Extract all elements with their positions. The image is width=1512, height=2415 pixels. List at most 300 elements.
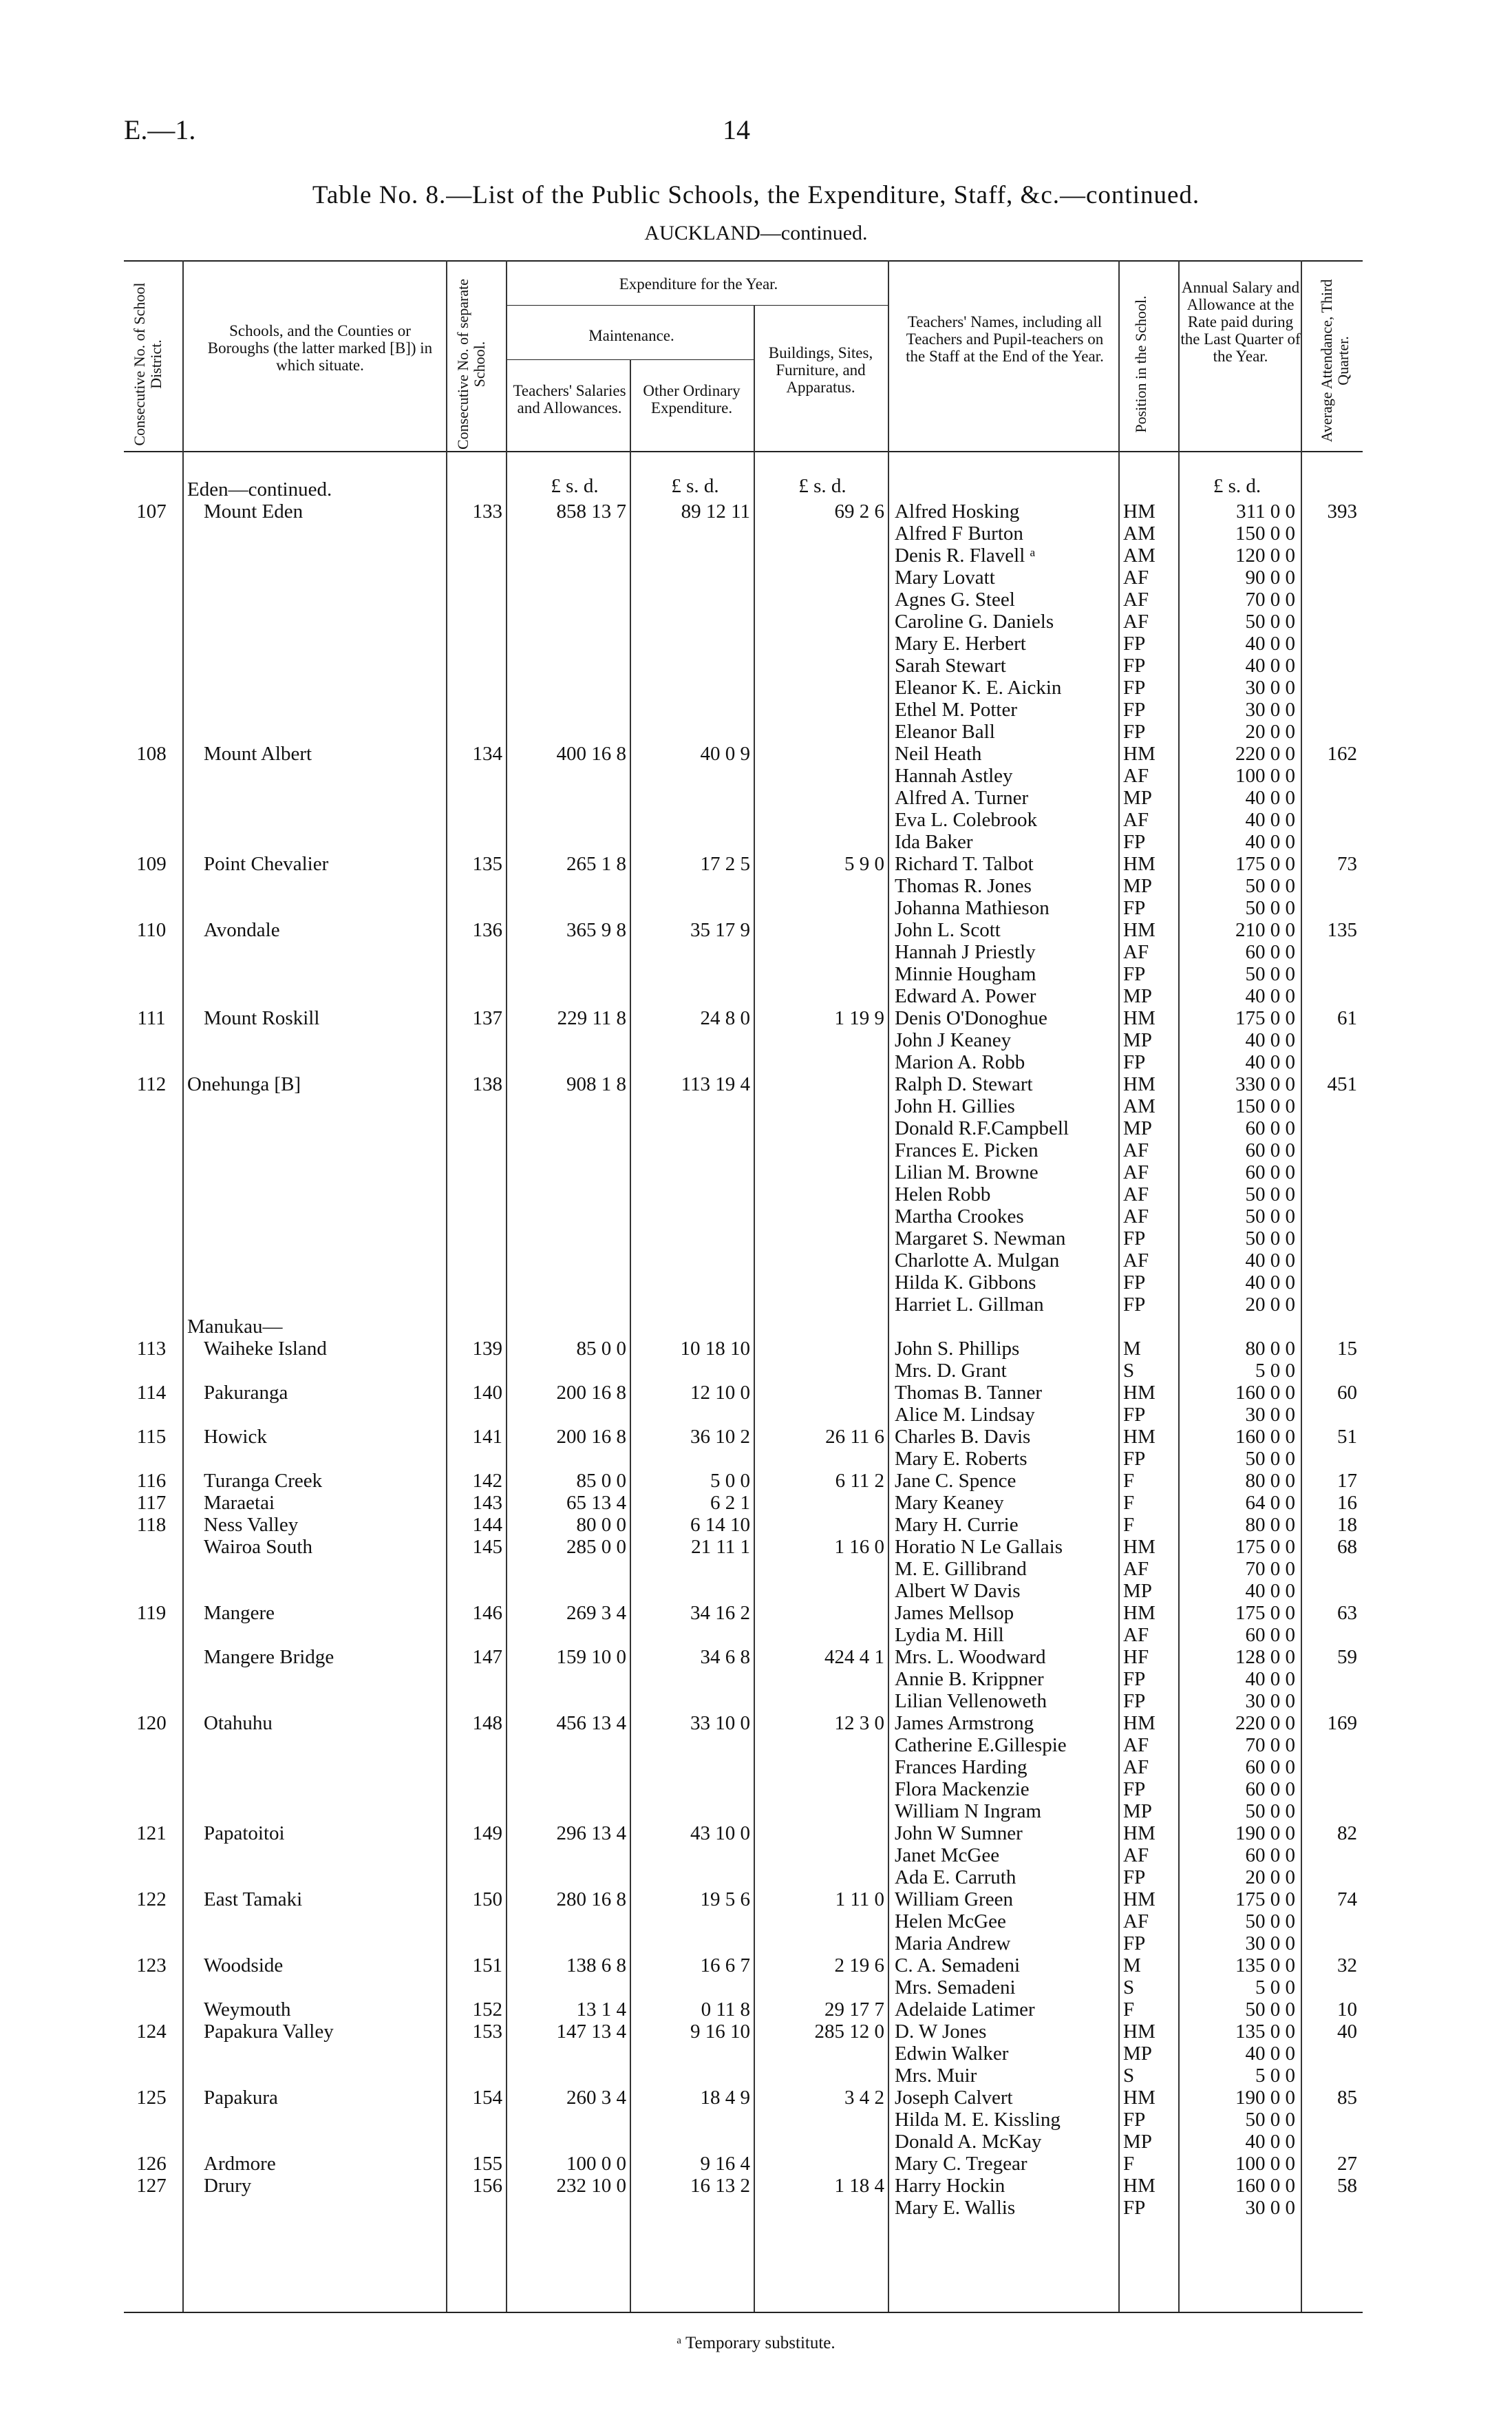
teacher-position: AF xyxy=(1123,1734,1149,1756)
buildings-value: 3 4 2 xyxy=(844,2087,884,2109)
teacher-name: Hannah J Priestly xyxy=(895,941,1036,963)
district-number: 127 xyxy=(136,2175,167,2197)
teacher-name: Neil Heath xyxy=(895,743,982,765)
other-expenditure-value: 113 19 4 xyxy=(681,1073,750,1095)
school-name: Mangere Bridge xyxy=(204,1646,334,1668)
teacher-name: Edwin Walker xyxy=(895,2043,1009,2065)
teacher-salary: 50 0 0 xyxy=(1245,875,1295,897)
col-head-expenditure: Expenditure for the Year. xyxy=(619,275,778,293)
col-rule xyxy=(182,260,184,2312)
teacher-position: AF xyxy=(1123,1844,1149,1866)
school-number: 150 xyxy=(472,1888,502,1910)
teacher-position: HM xyxy=(1123,853,1156,875)
salaries-value: 200 16 8 xyxy=(556,1382,626,1404)
teacher-position: AF xyxy=(1123,1624,1149,1646)
teacher-position: FP xyxy=(1123,897,1146,919)
school-name: Turanga Creek xyxy=(204,1470,323,1492)
school-number: 137 xyxy=(472,1007,502,1029)
teacher-position: AF xyxy=(1123,1139,1149,1161)
other-expenditure-value: 9 16 10 xyxy=(690,2021,750,2043)
teacher-position: S xyxy=(1123,2065,1135,2087)
salaries-value: 400 16 8 xyxy=(556,743,626,765)
teacher-name: Mrs. D. Grant xyxy=(895,1360,1007,1382)
school-name: Mangere xyxy=(204,1602,275,1624)
teacher-position: FP xyxy=(1123,963,1146,985)
district-number: 110 xyxy=(136,919,167,941)
buildings-value: 2 19 6 xyxy=(834,1954,884,1976)
teacher-salary: 40 0 0 xyxy=(1245,1051,1295,1073)
teacher-salary: 70 0 0 xyxy=(1245,1558,1295,1580)
teacher-name: Janet McGee xyxy=(895,1844,1000,1866)
district-number: 108 xyxy=(136,743,167,765)
teacher-name: Lilian M. Browne xyxy=(895,1161,1039,1183)
school-name: East Tamaki xyxy=(204,1888,303,1910)
teacher-position: HM xyxy=(1123,2021,1156,2043)
teacher-name: Annie B. Krippner xyxy=(895,1668,1044,1690)
teacher-position: AM xyxy=(1123,523,1156,545)
district-number: 119 xyxy=(136,1602,167,1624)
teacher-position: HM xyxy=(1123,743,1156,765)
teacher-position: MP xyxy=(1123,985,1152,1007)
attendance-value: 451 xyxy=(1327,1073,1357,1095)
attendance-value: 51 xyxy=(1337,1426,1357,1448)
district-number: 112 xyxy=(136,1073,167,1095)
teacher-name: Harriet L. Gillman xyxy=(895,1294,1044,1316)
teacher-salary: 30 0 0 xyxy=(1245,699,1295,721)
col-rule xyxy=(1118,260,1120,2312)
teacher-salary: 30 0 0 xyxy=(1245,677,1295,699)
teacher-position: HM xyxy=(1123,1382,1156,1404)
attendance-value: 59 xyxy=(1337,1646,1357,1668)
teacher-position: AF xyxy=(1123,1756,1149,1778)
teacher-salary: 175 0 0 xyxy=(1235,853,1295,875)
teacher-name: Mary E. Herbert xyxy=(895,633,1026,655)
teacher-salary: 40 0 0 xyxy=(1245,1580,1295,1602)
attendance-value: 60 xyxy=(1337,1382,1357,1404)
buildings-value: 26 11 6 xyxy=(825,1426,884,1448)
other-expenditure-value: 16 13 2 xyxy=(690,2175,750,2197)
teacher-salary: 210 0 0 xyxy=(1235,919,1295,941)
teacher-name: Joseph Calvert xyxy=(895,2087,1013,2109)
district-number: 124 xyxy=(136,2021,167,2043)
teacher-position: HM xyxy=(1123,1536,1156,1558)
teacher-salary: 50 0 0 xyxy=(1245,1227,1295,1249)
attendance-value: 162 xyxy=(1327,743,1357,765)
salaries-value: 260 3 4 xyxy=(566,2087,626,2109)
teacher-name: Johanna Mathieson xyxy=(895,897,1050,919)
teacher-name: Mary Keaney xyxy=(895,1492,1004,1514)
teacher-salary: 40 0 0 xyxy=(1245,2043,1295,2065)
teacher-position: HM xyxy=(1123,1426,1156,1448)
district-number: 125 xyxy=(136,2087,167,2109)
buildings-value: 1 16 0 xyxy=(834,1536,884,1558)
teacher-name: Mrs. Semadeni xyxy=(895,1976,1016,1999)
teacher-name: Lilian Vellenoweth xyxy=(895,1690,1047,1712)
attendance-value: 10 xyxy=(1337,1999,1357,2021)
teacher-salary: 50 0 0 xyxy=(1245,1183,1295,1205)
district-number: 118 xyxy=(136,1514,167,1536)
teacher-salary: 40 0 0 xyxy=(1245,787,1295,809)
teacher-salary: 60 0 0 xyxy=(1245,1117,1295,1139)
teacher-name: Maria Andrew xyxy=(895,1932,1011,1954)
teacher-name: Marion A. Robb xyxy=(895,1051,1025,1073)
other-expenditure-value: 40 0 9 xyxy=(700,743,750,765)
col-head-salary: Annual Salary and Allowance at the Rate paid during the Last Quarter of the Year. xyxy=(1180,279,1301,365)
school-number: 153 xyxy=(472,2021,502,2043)
teacher-name: Sarah Stewart xyxy=(895,655,1006,677)
teacher-position: F xyxy=(1123,1470,1135,1492)
teacher-position: FP xyxy=(1123,1448,1146,1470)
teacher-salary: 80 0 0 xyxy=(1245,1470,1295,1492)
teacher-salary: 60 0 0 xyxy=(1245,1624,1295,1646)
teacher-salary: 220 0 0 xyxy=(1235,743,1295,765)
district-number: 117 xyxy=(136,1492,167,1514)
teacher-salary: 40 0 0 xyxy=(1245,985,1295,1007)
teacher-position: MP xyxy=(1123,1029,1152,1051)
teacher-name: Donald A. McKay xyxy=(895,2131,1042,2153)
teacher-salary: 30 0 0 xyxy=(1245,1932,1295,1954)
teacher-position: FP xyxy=(1123,1227,1146,1249)
attendance-value: 40 xyxy=(1337,2021,1357,2043)
teacher-salary: 40 0 0 xyxy=(1245,655,1295,677)
teacher-salary: 135 0 0 xyxy=(1235,2021,1295,2043)
other-expenditure-value: 9 16 4 xyxy=(700,2153,750,2175)
teacher-name: Martha Crookes xyxy=(895,1205,1024,1227)
col-rule xyxy=(888,260,889,2312)
school-number: 144 xyxy=(472,1514,502,1536)
school-name: Avondale xyxy=(204,919,280,941)
other-expenditure-value: 89 12 11 xyxy=(681,500,750,523)
salaries-value: 285 0 0 xyxy=(566,1536,626,1558)
other-expenditure-value: 34 6 8 xyxy=(700,1646,750,1668)
teacher-name: Hilda M. E. Kissling xyxy=(895,2109,1061,2131)
teacher-salary: 50 0 0 xyxy=(1245,1910,1295,1932)
teacher-name: Ethel M. Potter xyxy=(895,699,1018,721)
teacher-position: FP xyxy=(1123,1051,1146,1073)
district-number: 122 xyxy=(136,1888,167,1910)
teacher-name: Eva L. Colebrook xyxy=(895,809,1037,831)
buildings-value: 285 12 0 xyxy=(814,2021,884,2043)
teacher-position: AF xyxy=(1123,809,1149,831)
school-name: Mount Albert xyxy=(204,743,312,765)
teacher-name: James Armstrong xyxy=(895,1712,1034,1734)
school-name: Waiheke Island xyxy=(204,1338,327,1360)
teacher-position: AF xyxy=(1123,589,1149,611)
teacher-name: Adelaide Latimer xyxy=(895,1999,1035,2021)
school-number: 140 xyxy=(472,1382,502,1404)
teacher-salary: 40 0 0 xyxy=(1245,1668,1295,1690)
salaries-value: 229 11 8 xyxy=(557,1007,626,1029)
buildings-value: 1 19 9 xyxy=(834,1007,884,1029)
teacher-position: MP xyxy=(1123,1117,1152,1139)
school-number: 147 xyxy=(472,1646,502,1668)
school-number: 148 xyxy=(472,1712,502,1734)
teacher-position: FP xyxy=(1123,2197,1146,2219)
teacher-name: James Mellsop xyxy=(895,1602,1014,1624)
other-expenditure-value: 6 2 1 xyxy=(710,1492,750,1514)
teacher-position: FP xyxy=(1123,2109,1146,2131)
teacher-name: John W Sumner xyxy=(895,1822,1023,1844)
teacher-position: HM xyxy=(1123,1822,1156,1844)
school-name: Weymouth xyxy=(204,1999,291,2021)
teacher-position: M xyxy=(1123,1954,1141,1976)
col-head-school: Schools, and the Counties or Boroughs (the latter marked [B]) in which situate. xyxy=(207,322,433,374)
teacher-position: HM xyxy=(1123,1712,1156,1734)
table-subtitle: AUCKLAND—continued. xyxy=(644,222,868,244)
teacher-salary: 70 0 0 xyxy=(1245,589,1295,611)
teacher-salary: 311 0 0 xyxy=(1236,500,1295,523)
teacher-salary: 5 0 0 xyxy=(1255,1976,1295,1999)
buildings-value: 12 3 0 xyxy=(834,1712,884,1734)
teacher-position: FP xyxy=(1123,1690,1146,1712)
teacher-position: HF xyxy=(1123,1646,1149,1668)
salaries-value: 280 16 8 xyxy=(556,1888,626,1910)
teacher-salary: 160 0 0 xyxy=(1235,2175,1295,2197)
attendance-value: 32 xyxy=(1337,1954,1357,1976)
teacher-position: M xyxy=(1123,1338,1141,1360)
teacher-name: Margaret S. Newman xyxy=(895,1227,1066,1249)
teacher-position: HM xyxy=(1123,1073,1156,1095)
teacher-name: Thomas B. Tanner xyxy=(895,1382,1043,1404)
teacher-name: Hilda K. Gibbons xyxy=(895,1272,1036,1294)
teacher-salary: 330 0 0 xyxy=(1235,1073,1295,1095)
teacher-name: Thomas R. Jones xyxy=(895,875,1032,897)
teacher-salary: 175 0 0 xyxy=(1235,1536,1295,1558)
district-number: 126 xyxy=(136,2153,167,2175)
teacher-salary: 30 0 0 xyxy=(1245,2197,1295,2219)
district-number: 107 xyxy=(136,500,167,523)
school-number: 138 xyxy=(472,1073,502,1095)
teacher-name: Edward A. Power xyxy=(895,985,1036,1007)
teacher-name: Helen Robb xyxy=(895,1183,991,1205)
school-name: Papatoitoi xyxy=(204,1822,285,1844)
teacher-salary: 50 0 0 xyxy=(1245,1448,1295,1470)
teacher-name: Alice M. Lindsay xyxy=(895,1404,1035,1426)
teacher-name: M. E. Gillibrand xyxy=(895,1558,1027,1580)
school-name: Ardmore xyxy=(204,2153,276,2175)
teacher-name: William Green xyxy=(895,1888,1013,1910)
teacher-name: Catherine E.Gillespie xyxy=(895,1734,1067,1756)
attendance-value: 27 xyxy=(1337,2153,1357,2175)
teacher-salary: 190 0 0 xyxy=(1235,1822,1295,1844)
salaries-value: 269 3 4 xyxy=(566,1602,626,1624)
teacher-position: S xyxy=(1123,1976,1135,1999)
teacher-name: Frances Harding xyxy=(895,1756,1027,1778)
teacher-name: D. W Jones xyxy=(895,2021,987,2043)
salaries-value: 85 0 0 xyxy=(576,1470,626,1492)
teacher-name: Hannah Astley xyxy=(895,765,1013,787)
school-number: 143 xyxy=(472,1492,502,1514)
page-number: 14 xyxy=(723,114,750,145)
attendance-value: 393 xyxy=(1327,500,1357,523)
teacher-name: Alfred F Burton xyxy=(895,523,1023,545)
teacher-salary: 5 0 0 xyxy=(1255,2065,1295,2087)
school-name: Mount Eden xyxy=(204,500,304,523)
teacher-position: AF xyxy=(1123,1183,1149,1205)
teacher-position: AF xyxy=(1123,611,1149,633)
school-number: 146 xyxy=(472,1602,502,1624)
teacher-salary: 175 0 0 xyxy=(1235,1888,1295,1910)
teacher-name: Alfred A. Turner xyxy=(895,787,1029,809)
teacher-position: S xyxy=(1123,1360,1135,1382)
teacher-salary: 50 0 0 xyxy=(1245,963,1295,985)
teacher-name: Agnes G. Steel xyxy=(895,589,1015,611)
unit-other: £ s. d. xyxy=(671,475,719,497)
teacher-position: AM xyxy=(1123,1095,1156,1117)
teacher-name: Horatio N Le Gallais xyxy=(895,1536,1063,1558)
attendance-value: 61 xyxy=(1337,1007,1357,1029)
teacher-name: Minnie Hougham xyxy=(895,963,1036,985)
teacher-salary: 60 0 0 xyxy=(1245,1161,1295,1183)
col-head-teachers: Teachers' Names, including all Teachers and Pupil-teachers on the Staff at the End of the Year. xyxy=(906,313,1104,365)
teacher-name: Richard T. Talbot xyxy=(895,853,1034,875)
attendance-value: 58 xyxy=(1337,2175,1357,2197)
school-number: 149 xyxy=(472,1822,502,1844)
teacher-salary: 60 0 0 xyxy=(1245,1844,1295,1866)
school-name: Papakura xyxy=(204,2087,278,2109)
attendance-value: 135 xyxy=(1327,919,1357,941)
salaries-value: 65 13 4 xyxy=(566,1492,626,1514)
teacher-salary: 100 0 0 xyxy=(1235,765,1295,787)
unit-salaries: £ s. d. xyxy=(551,475,599,497)
col-head-other: Other Ordinary Expenditure. xyxy=(643,382,741,416)
teacher-salary: 40 0 0 xyxy=(1245,1029,1295,1051)
teacher-salary: 50 0 0 xyxy=(1245,1800,1295,1822)
teacher-name: Frances E. Picken xyxy=(895,1139,1039,1161)
school-name: Onehunga [B] xyxy=(187,1073,301,1095)
teacher-salary: 20 0 0 xyxy=(1245,1866,1295,1888)
teacher-salary: 50 0 0 xyxy=(1245,2109,1295,2131)
school-name: Mount Roskill xyxy=(204,1007,320,1029)
buildings-value: 1 11 0 xyxy=(835,1888,884,1910)
teacher-position: AF xyxy=(1123,1910,1149,1932)
attendance-value: 74 xyxy=(1337,1888,1357,1910)
teacher-name: Albert W Davis xyxy=(895,1580,1021,1602)
teacher-name: John J Keaney xyxy=(895,1029,1012,1051)
teacher-position: MP xyxy=(1123,1580,1152,1602)
district-number: 113 xyxy=(136,1338,167,1360)
teacher-position: FP xyxy=(1123,677,1146,699)
school-number: 151 xyxy=(472,1954,502,1976)
table-bottom-rule xyxy=(124,2312,1363,2313)
teacher-name: Mary H. Currie xyxy=(895,1514,1019,1536)
teacher-salary: 220 0 0 xyxy=(1235,1712,1295,1734)
district-number: 115 xyxy=(136,1426,167,1448)
buildings-value: 29 17 7 xyxy=(824,1999,884,2021)
school-name: Pakuranga xyxy=(204,1382,288,1404)
teacher-name: John L. Scott xyxy=(895,919,1001,941)
teacher-salary: 60 0 0 xyxy=(1245,1778,1295,1800)
other-expenditure-value: 21 11 1 xyxy=(691,1536,750,1558)
district-number: 120 xyxy=(136,1712,167,1734)
school-number: 145 xyxy=(472,1536,502,1558)
teacher-position: AF xyxy=(1123,1558,1149,1580)
attendance-value: 169 xyxy=(1327,1712,1357,1734)
other-expenditure-value: 24 8 0 xyxy=(700,1007,750,1029)
teacher-salary: 5 0 0 xyxy=(1255,1360,1295,1382)
teacher-name: Alfred Hosking xyxy=(895,500,1020,523)
salaries-value: 265 1 8 xyxy=(566,853,626,875)
salaries-value: 365 9 8 xyxy=(566,919,626,941)
school-number: 152 xyxy=(472,1999,502,2021)
teacher-salary: 40 0 0 xyxy=(1245,1272,1295,1294)
teacher-position: FP xyxy=(1123,1272,1146,1294)
school-name: Howick xyxy=(204,1426,267,1448)
teacher-salary: 60 0 0 xyxy=(1245,1756,1295,1778)
col-head-district: Consecutive No. of School District. xyxy=(131,282,164,446)
col-head-attendance: Average Attendance, Third Quarter. xyxy=(1318,279,1352,443)
school-name: Papakura Valley xyxy=(204,2021,334,2043)
school-number: 154 xyxy=(472,2087,502,2109)
other-expenditure-value: 43 10 0 xyxy=(690,1822,750,1844)
teacher-position: HM xyxy=(1123,2175,1156,2197)
teacher-name: Charlotte A. Mulgan xyxy=(895,1249,1060,1272)
teacher-salary: 60 0 0 xyxy=(1245,1139,1295,1161)
header-bottom-rule xyxy=(124,451,1363,452)
school-name: Drury xyxy=(204,2175,252,2197)
school-name: Point Chevalier xyxy=(204,853,329,875)
unit-annual: £ s. d. xyxy=(1213,475,1261,497)
salaries-value: 296 13 4 xyxy=(556,1822,626,1844)
teacher-name: Mary C. Tregear xyxy=(895,2153,1027,2175)
teacher-position: HM xyxy=(1123,1007,1156,1029)
buildings-value: 424 4 1 xyxy=(824,1646,884,1668)
teacher-name: Denis O'Donoghue xyxy=(895,1007,1047,1029)
teacher-position: AF xyxy=(1123,567,1149,589)
school-number: 133 xyxy=(472,500,502,523)
teacher-position: F xyxy=(1123,1492,1135,1514)
teacher-position: FP xyxy=(1123,655,1146,677)
teacher-name: Ralph D. Stewart xyxy=(895,1073,1033,1095)
teacher-position: FP xyxy=(1123,1778,1146,1800)
other-expenditure-value: 6 14 10 xyxy=(690,1514,750,1536)
teacher-salary: 128 0 0 xyxy=(1235,1646,1295,1668)
school-number: 142 xyxy=(472,1470,502,1492)
school-number: 139 xyxy=(472,1338,502,1360)
other-expenditure-value: 36 10 2 xyxy=(690,1426,750,1448)
district-number: 114 xyxy=(136,1382,167,1404)
teacher-salary: 20 0 0 xyxy=(1245,721,1295,743)
teacher-position: AM xyxy=(1123,545,1156,567)
teacher-name: Mrs. Muir xyxy=(895,2065,977,2087)
other-expenditure-value: 33 10 0 xyxy=(690,1712,750,1734)
district-number: 116 xyxy=(136,1470,167,1492)
teacher-name: Mrs. L. Woodward xyxy=(895,1646,1046,1668)
school-number: 156 xyxy=(472,2175,502,2197)
col-head-position: Position in the School. xyxy=(1132,295,1149,433)
col-head-maintenance: Maintenance. xyxy=(588,327,674,344)
teacher-position: FP xyxy=(1123,633,1146,655)
teacher-name: Mary E. Roberts xyxy=(895,1448,1027,1470)
salaries-value: 200 16 8 xyxy=(556,1426,626,1448)
teacher-position: MP xyxy=(1123,2043,1152,2065)
teacher-position: FP xyxy=(1123,1294,1146,1316)
teacher-name: Eleanor Ball xyxy=(895,721,995,743)
salaries-value: 147 13 4 xyxy=(556,2021,626,2043)
school-name: Maraetai xyxy=(204,1492,275,1514)
teacher-salary: 80 0 0 xyxy=(1245,1338,1295,1360)
attendance-value: 63 xyxy=(1337,1602,1357,1624)
school-name: Wairoa South xyxy=(204,1536,312,1558)
other-expenditure-value: 19 5 6 xyxy=(700,1888,750,1910)
other-expenditure-value: 35 17 9 xyxy=(690,919,750,941)
report-code: E.—1. xyxy=(124,114,196,145)
salaries-value: 159 10 0 xyxy=(556,1646,626,1668)
school-group-label: Eden—continued. xyxy=(187,478,332,500)
teacher-name: John S. Phillips xyxy=(895,1338,1020,1360)
teacher-name: Jane C. Spence xyxy=(895,1470,1016,1492)
teacher-position: MP xyxy=(1123,875,1152,897)
